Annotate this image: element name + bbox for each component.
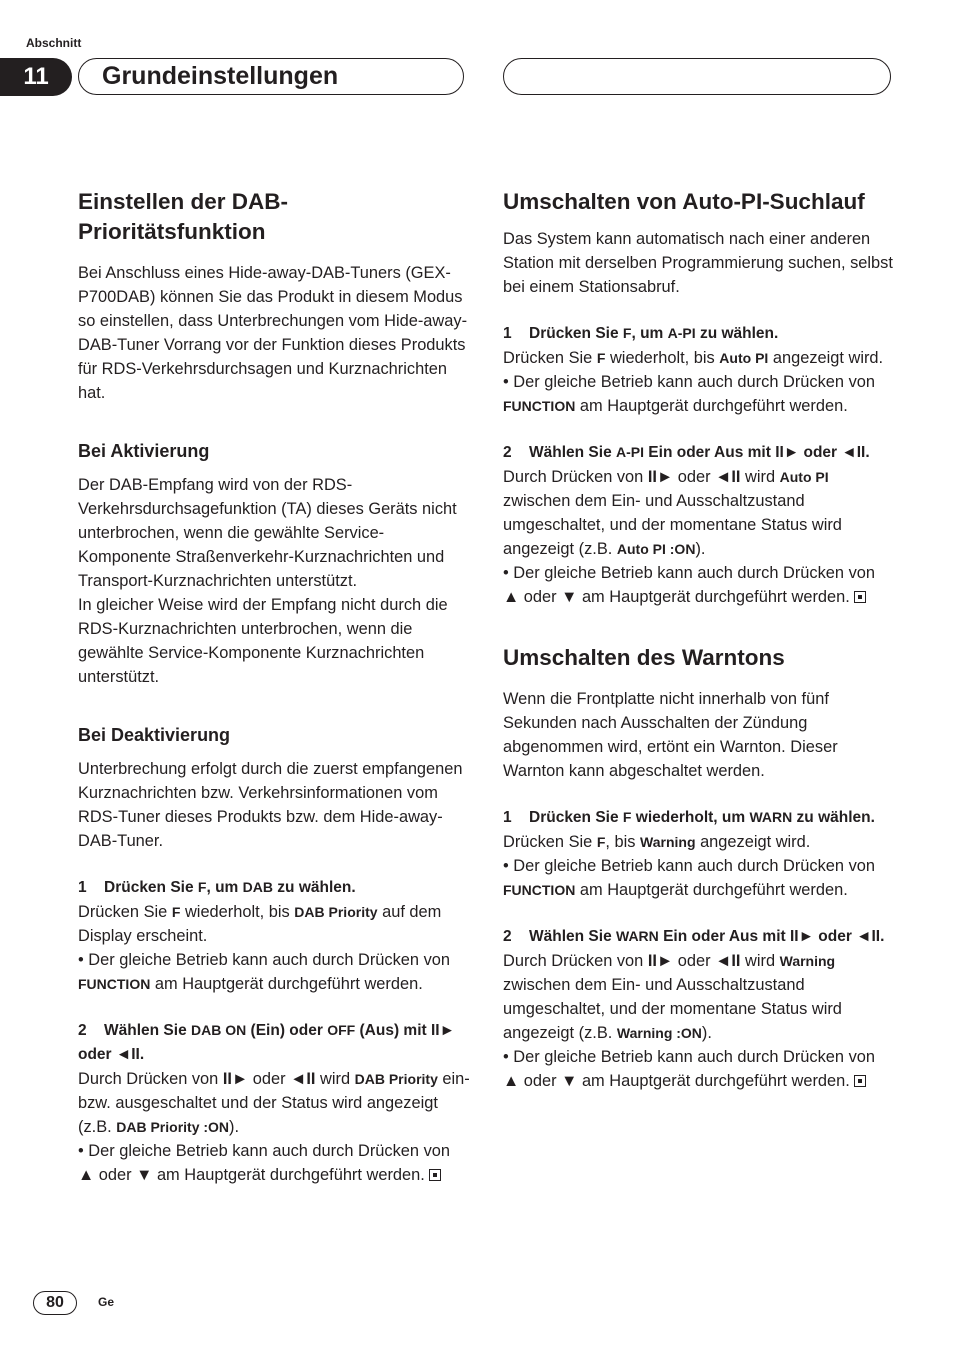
section-heading-auto-pi: Umschalten von Auto-PI-Suchlauf bbox=[503, 189, 865, 214]
chapter-number: 11 bbox=[0, 58, 72, 96]
step-body: Drücken Sie F wiederholt, bis DAB Priority auf dem Display erscheint. bbox=[78, 903, 442, 945]
step-heading: 2 Wählen Sie WARN Ein oder Aus mit II► oder ◄II. bbox=[503, 928, 885, 945]
left-column bbox=[78, 187, 470, 1187]
intro-paragraph: Wenn die Frontplatte nicht innerhalb von fünf Sekunden nach Ausschalten der Zündung abgenommen wird, ertönt ein Warnton. Dieser Warnton kann abgeschaltet werden. bbox=[503, 690, 838, 780]
header-empty-frame bbox=[503, 58, 891, 95]
step-heading: 2 Wählen Sie A-PI Ein oder Aus mit II► oder ◄II. bbox=[503, 444, 870, 461]
section-heading-dab-priority: Einstellen der DAB-Prioritätsfunktion bbox=[78, 189, 289, 244]
step-2 bbox=[503, 924, 895, 1093]
step-heading: 2 Wählen Sie DAB ON (Ein) oder OFF (Aus) mit II► oder ◄II. bbox=[78, 1022, 455, 1063]
language-code: Ge bbox=[98, 1295, 115, 1309]
intro-paragraph: Das System kann automatisch nach einer anderen Station mit derselben Programmierung suchen, selbst bei einem Stationsabruf. bbox=[503, 230, 893, 296]
deactivation-paragraph: Unterbrechung erfolgt durch die zuerst empfangenen Kurznachrichten bzw. Verkehrsinformationen vom RDS-Tuner dieses Produkts bzw. dem Hide-away-DAB-Tuner. bbox=[78, 760, 463, 850]
section-label: Abschnitt bbox=[26, 36, 82, 50]
step-heading: 1 Drücken Sie F wiederholt, um WARN zu wählen. bbox=[503, 809, 875, 826]
step-body: Durch Drücken von II► oder ◄II wird DAB Priority ein- bzw. ausgeschaltet und der Status wird angezeigt (z.B. DAB Priority :ON). bbox=[78, 1070, 470, 1136]
page-number: 80 bbox=[33, 1291, 77, 1315]
activation-paragraph-2: In gleicher Weise wird der Empfang nicht durch die RDS-Kurznachrichten unterbrochen, wenn die gewählte Service-Komponente Kurznachrichten unterstützt. bbox=[78, 596, 448, 686]
step-body: Durch Drücken von II► oder ◄II wird Warning zwischen dem Ein- und Ausschaltzustand umgeschaltet, und der momentane Status wird angezeigt (z.B. Warning :ON). bbox=[503, 952, 842, 1042]
intro-paragraph: Bei Anschluss eines Hide-away-DAB-Tuners (GEX-P700DAB) können Sie das Produkt in diesem Modus so einstellen, dass Unterbrechungen vom Hide-away-DAB-Tuner Vorrang vor der Funktion dieses Produkts für RDS-Verkehrsdurchsagen und Kurznachrichten hat. bbox=[78, 264, 468, 402]
chapter-title: Grundeinstellungen bbox=[102, 62, 339, 90]
step-note: • Der gleiche Betrieb kann auch durch Drücken von ▲ oder ▼ am Hauptgerät durchgeführt werden. bbox=[78, 1142, 450, 1184]
step-heading: 1 Drücken Sie F, um DAB zu wählen. bbox=[78, 879, 356, 896]
step-note: • Der gleiche Betrieb kann auch durch Drücken von FUNCTION am Hauptgerät durchgeführt werden. bbox=[78, 951, 450, 993]
step-1 bbox=[503, 321, 895, 418]
step-note: • Der gleiche Betrieb kann auch durch Drücken von FUNCTION am Hauptgerät durchgeführt werden. bbox=[503, 373, 875, 415]
step-1 bbox=[503, 805, 895, 902]
step-1 bbox=[78, 875, 470, 996]
subheading-deactivation: Bei Deaktivierung bbox=[78, 725, 231, 745]
end-mark-icon bbox=[854, 1075, 866, 1087]
step-body: Drücken Sie F, bis Warning angezeigt wird. bbox=[503, 833, 811, 851]
step-heading: 1 Drücken Sie F, um A-PI zu wählen. bbox=[503, 325, 779, 342]
step-note: • Der gleiche Betrieb kann auch durch Drücken von FUNCTION am Hauptgerät durchgeführt werden. bbox=[503, 857, 875, 899]
right-column bbox=[503, 187, 895, 1093]
end-mark-icon bbox=[429, 1169, 441, 1181]
step-2 bbox=[503, 440, 895, 609]
step-body: Durch Drücken von II► oder ◄II wird Auto PI zwischen dem Ein- und Ausschaltzustand umgeschaltet, und der momentane Status wird angezeigt (z.B. Auto PI :ON). bbox=[503, 468, 842, 558]
activation-paragraph: Der DAB-Empfang wird von der RDS-Verkehrsdurchsagefunktion (TA) dieses Geräts nicht unterbrochen, wenn die gewählte Service-Komponente Straßenverkehr-Kurznachrichten und Transport-Kurznachrichten unterstützt. bbox=[78, 476, 457, 590]
end-mark-icon bbox=[854, 591, 866, 603]
section-heading-warning-tone: Umschalten des Warntons bbox=[503, 645, 785, 670]
step-body: Drücken Sie F wiederholt, bis Auto PI angezeigt wird. bbox=[503, 349, 884, 367]
subheading-activation: Bei Aktivierung bbox=[78, 441, 210, 461]
step-note: • Der gleiche Betrieb kann auch durch Drücken von ▲ oder ▼ am Hauptgerät durchgeführt werden. bbox=[503, 564, 875, 606]
step-2 bbox=[78, 1018, 470, 1187]
step-note: • Der gleiche Betrieb kann auch durch Drücken von ▲ oder ▼ am Hauptgerät durchgeführt werden. bbox=[503, 1048, 875, 1090]
